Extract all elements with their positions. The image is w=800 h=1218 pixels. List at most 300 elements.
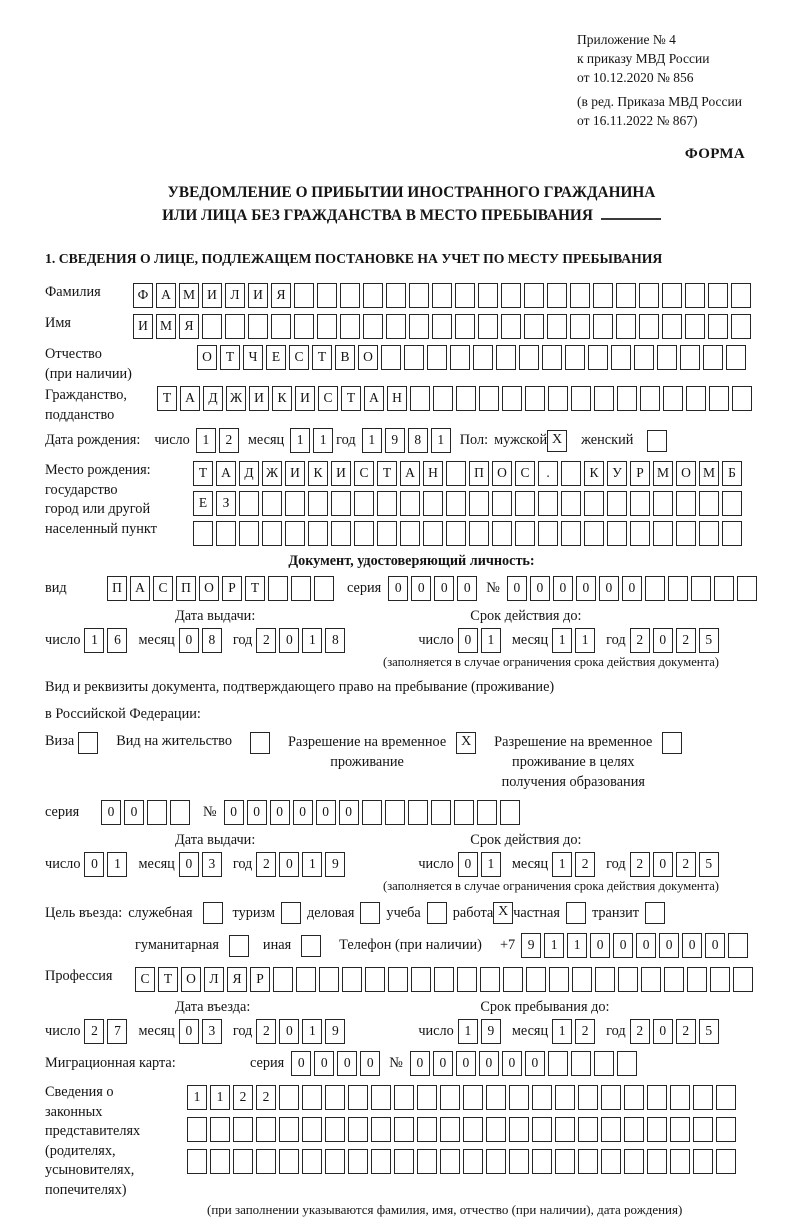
char-cell[interactable] [386,283,406,308]
char-cell[interactable]: 6 [107,628,127,653]
checkbox-purpose-official[interactable] [203,902,223,924]
char-cell[interactable]: 2 [256,1019,276,1044]
char-cell[interactable]: 1 [481,852,501,877]
char-cell[interactable]: О [676,461,696,486]
char-cell[interactable]: 9 [521,933,541,958]
char-cell[interactable] [479,386,499,411]
char-cell[interactable]: 0 [433,1051,453,1076]
char-cell[interactable]: 0 [247,800,267,825]
char-cell[interactable]: 1 [302,628,322,653]
char-cell[interactable]: 1 [552,628,572,653]
char-cell[interactable] [547,314,567,339]
char-cell[interactable]: А [130,576,150,601]
char-cell[interactable]: И [331,461,351,486]
char-cell[interactable] [668,576,688,601]
char-cell[interactable]: А [400,461,420,486]
char-cell[interactable] [377,491,397,516]
char-cell[interactable]: 7 [107,1019,127,1044]
char-cell[interactable] [601,1085,621,1110]
char-cell[interactable] [503,967,523,992]
char-cell[interactable] [664,967,684,992]
char-cell[interactable]: Ж [262,461,282,486]
char-cell[interactable] [716,1085,736,1110]
char-cell[interactable] [331,491,351,516]
char-cell[interactable]: 2 [676,852,696,877]
char-cell[interactable]: 9 [325,1019,345,1044]
char-cell[interactable] [486,1117,506,1142]
char-cell[interactable]: Н [387,386,407,411]
char-cell[interactable] [400,491,420,516]
char-cell[interactable] [565,345,585,370]
char-cell[interactable] [233,1117,253,1142]
char-cell[interactable] [256,1149,276,1174]
char-cell[interactable]: 0 [659,933,679,958]
char-cell[interactable] [256,1117,276,1142]
checkbox-residence-permit[interactable] [250,732,270,754]
char-cell[interactable]: Р [630,461,650,486]
char-cell[interactable] [525,386,545,411]
char-cell[interactable] [302,1117,322,1142]
char-cell[interactable] [686,386,706,411]
char-cell[interactable]: 1 [196,428,216,453]
checkbox-visa[interactable] [78,732,98,754]
char-cell[interactable]: В [335,345,355,370]
char-cell[interactable] [548,1051,568,1076]
checkbox-purpose-business[interactable] [360,902,380,924]
char-cell[interactable] [657,345,677,370]
char-cell[interactable]: Т [193,461,213,486]
char-cell[interactable] [394,1149,414,1174]
char-cell[interactable] [571,1051,591,1076]
char-cell[interactable]: Н [423,461,443,486]
char-cell[interactable] [454,800,474,825]
char-cell[interactable] [662,314,682,339]
char-cell[interactable] [409,283,429,308]
char-cell[interactable]: 0 [279,852,299,877]
char-cell[interactable] [595,967,615,992]
char-cell[interactable]: 2 [256,1085,276,1110]
char-cell[interactable] [731,314,751,339]
char-cell[interactable] [473,345,493,370]
char-cell[interactable] [570,314,590,339]
char-cell[interactable]: 0 [653,1019,673,1044]
char-cell[interactable] [532,1085,552,1110]
char-cell[interactable]: 0 [613,933,633,958]
char-cell[interactable] [500,800,520,825]
char-cell[interactable] [319,967,339,992]
char-cell[interactable] [427,345,447,370]
char-cell[interactable] [314,576,334,601]
char-cell[interactable] [515,491,535,516]
char-cell[interactable]: 0 [653,628,673,653]
char-cell[interactable] [388,967,408,992]
char-cell[interactable] [354,521,374,546]
char-cell[interactable] [670,1117,690,1142]
char-cell[interactable] [624,1149,644,1174]
char-cell[interactable]: 0 [705,933,725,958]
char-cell[interactable] [542,345,562,370]
char-cell[interactable] [680,345,700,370]
char-cell[interactable] [248,314,268,339]
char-cell[interactable] [417,1149,437,1174]
char-cell[interactable] [708,314,728,339]
char-cell[interactable] [509,1117,529,1142]
char-cell[interactable]: 0 [179,852,199,877]
char-cell[interactable] [509,1149,529,1174]
char-cell[interactable]: 5 [699,1019,719,1044]
char-cell[interactable] [362,800,382,825]
char-cell[interactable] [501,283,521,308]
char-cell[interactable] [446,461,466,486]
char-cell[interactable]: Ж [226,386,246,411]
char-cell[interactable]: 0 [507,576,527,601]
char-cell[interactable]: Т [220,345,240,370]
char-cell[interactable]: А [216,461,236,486]
char-cell[interactable] [463,1117,483,1142]
char-cell[interactable]: 0 [279,628,299,653]
char-cell[interactable] [404,345,424,370]
char-cell[interactable] [492,521,512,546]
char-cell[interactable] [732,386,752,411]
char-cell[interactable] [296,967,316,992]
char-cell[interactable]: 2 [256,852,276,877]
checkbox-temp-residence-education[interactable] [662,732,682,754]
char-cell[interactable] [555,1149,575,1174]
char-cell[interactable] [728,933,748,958]
char-cell[interactable] [308,491,328,516]
char-cell[interactable] [496,345,516,370]
char-cell[interactable] [433,386,453,411]
char-cell[interactable] [561,521,581,546]
char-cell[interactable] [617,1051,637,1076]
char-cell[interactable] [478,314,498,339]
char-cell[interactable] [501,314,521,339]
char-cell[interactable]: О [197,345,217,370]
char-cell[interactable]: 1 [552,1019,572,1044]
char-cell[interactable]: 1 [481,628,501,653]
char-cell[interactable]: 0 [636,933,656,958]
char-cell[interactable] [147,800,167,825]
char-cell[interactable]: 2 [219,428,239,453]
char-cell[interactable] [634,345,654,370]
char-cell[interactable] [594,386,614,411]
char-cell[interactable]: С [135,967,155,992]
char-cell[interactable]: 9 [385,428,405,453]
char-cell[interactable] [733,967,753,992]
char-cell[interactable] [624,1117,644,1142]
char-cell[interactable] [526,967,546,992]
char-cell[interactable]: 9 [325,852,345,877]
char-cell[interactable]: 0 [314,1051,334,1076]
char-cell[interactable]: 5 [699,628,719,653]
char-cell[interactable]: 0 [576,576,596,601]
char-cell[interactable]: 2 [676,628,696,653]
char-cell[interactable] [617,386,637,411]
char-cell[interactable] [371,1117,391,1142]
char-cell[interactable] [601,1117,621,1142]
char-cell[interactable]: 2 [84,1019,104,1044]
char-cell[interactable] [408,800,428,825]
char-cell[interactable]: 0 [84,852,104,877]
char-cell[interactable] [676,491,696,516]
char-cell[interactable]: 1 [302,852,322,877]
char-cell[interactable]: О [181,967,201,992]
char-cell[interactable]: 0 [224,800,244,825]
char-cell[interactable] [434,967,454,992]
char-cell[interactable] [478,283,498,308]
char-cell[interactable] [446,521,466,546]
char-cell[interactable]: М [179,283,199,308]
char-cell[interactable] [548,386,568,411]
char-cell[interactable] [722,521,742,546]
checkbox-purpose-humanitarian[interactable] [229,935,249,957]
char-cell[interactable] [570,283,590,308]
char-cell[interactable]: 0 [502,1051,522,1076]
char-cell[interactable]: 0 [599,576,619,601]
char-cell[interactable]: 0 [179,628,199,653]
char-cell[interactable] [348,1085,368,1110]
char-cell[interactable] [593,283,613,308]
checkbox-purpose-study[interactable] [427,902,447,924]
char-cell[interactable]: Е [193,491,213,516]
char-cell[interactable]: 1 [362,428,382,453]
char-cell[interactable]: П [107,576,127,601]
char-cell[interactable] [480,967,500,992]
char-cell[interactable] [710,967,730,992]
char-cell[interactable] [685,314,705,339]
char-cell[interactable] [409,314,429,339]
char-cell[interactable]: . [538,461,558,486]
char-cell[interactable]: И [249,386,269,411]
char-cell[interactable] [273,967,293,992]
char-cell[interactable]: 2 [575,1019,595,1044]
char-cell[interactable] [210,1117,230,1142]
char-cell[interactable]: Д [203,386,223,411]
char-cell[interactable] [302,1149,322,1174]
char-cell[interactable]: 0 [293,800,313,825]
char-cell[interactable] [365,967,385,992]
char-cell[interactable] [294,283,314,308]
char-cell[interactable]: Я [179,314,199,339]
char-cell[interactable] [676,521,696,546]
char-cell[interactable] [354,491,374,516]
char-cell[interactable] [486,1085,506,1110]
char-cell[interactable] [532,1149,552,1174]
char-cell[interactable] [348,1117,368,1142]
char-cell[interactable] [532,1117,552,1142]
char-cell[interactable] [641,967,661,992]
char-cell[interactable] [693,1149,713,1174]
checkbox-purpose-tourism[interactable] [281,902,301,924]
char-cell[interactable] [457,967,477,992]
char-cell[interactable]: 2 [256,628,276,653]
char-cell[interactable] [210,1149,230,1174]
char-cell[interactable] [170,800,190,825]
char-cell[interactable] [616,314,636,339]
char-cell[interactable] [502,386,522,411]
char-cell[interactable] [662,283,682,308]
char-cell[interactable] [440,1117,460,1142]
char-cell[interactable] [456,386,476,411]
char-cell[interactable]: П [176,576,196,601]
char-cell[interactable] [469,521,489,546]
char-cell[interactable] [432,283,452,308]
char-cell[interactable] [340,314,360,339]
char-cell[interactable]: 1 [290,428,310,453]
char-cell[interactable]: Ч [243,345,263,370]
char-cell[interactable] [371,1149,391,1174]
char-cell[interactable] [308,521,328,546]
char-cell[interactable]: 0 [682,933,702,958]
char-cell[interactable]: Д [239,461,259,486]
char-cell[interactable]: О [199,576,219,601]
char-cell[interactable] [463,1085,483,1110]
char-cell[interactable] [239,491,259,516]
char-cell[interactable] [687,967,707,992]
char-cell[interactable]: С [289,345,309,370]
char-cell[interactable] [561,491,581,516]
char-cell[interactable] [519,345,539,370]
char-cell[interactable]: 1 [187,1085,207,1110]
char-cell[interactable] [446,491,466,516]
char-cell[interactable] [714,576,734,601]
char-cell[interactable] [693,1085,713,1110]
char-cell[interactable] [618,967,638,992]
char-cell[interactable]: 0 [434,576,454,601]
char-cell[interactable]: 8 [202,628,222,653]
char-cell[interactable] [285,521,305,546]
char-cell[interactable] [561,461,581,486]
char-cell[interactable]: 0 [124,800,144,825]
char-cell[interactable]: Я [271,283,291,308]
char-cell[interactable] [340,283,360,308]
char-cell[interactable]: Ф [133,283,153,308]
char-cell[interactable]: 0 [525,1051,545,1076]
char-cell[interactable]: 0 [270,800,290,825]
char-cell[interactable]: Т [158,967,178,992]
char-cell[interactable]: П [469,461,489,486]
char-cell[interactable]: О [492,461,512,486]
char-cell[interactable]: А [364,386,384,411]
char-cell[interactable] [394,1117,414,1142]
char-cell[interactable] [594,1051,614,1076]
char-cell[interactable] [699,491,719,516]
checkbox-purpose-other[interactable] [301,935,321,957]
char-cell[interactable] [693,1117,713,1142]
char-cell[interactable] [385,800,405,825]
char-cell[interactable] [317,314,337,339]
char-cell[interactable] [268,576,288,601]
char-cell[interactable] [271,314,291,339]
char-cell[interactable]: И [295,386,315,411]
char-cell[interactable] [279,1085,299,1110]
char-cell[interactable]: 2 [233,1085,253,1110]
char-cell[interactable] [555,1117,575,1142]
char-cell[interactable] [417,1117,437,1142]
char-cell[interactable]: 5 [699,852,719,877]
char-cell[interactable] [262,521,282,546]
char-cell[interactable]: 0 [279,1019,299,1044]
char-cell[interactable]: 0 [590,933,610,958]
char-cell[interactable] [325,1117,345,1142]
char-cell[interactable] [584,491,604,516]
char-cell[interactable] [611,345,631,370]
char-cell[interactable]: 1 [210,1085,230,1110]
char-cell[interactable]: К [272,386,292,411]
char-cell[interactable]: Т [341,386,361,411]
char-cell[interactable]: И [248,283,268,308]
char-cell[interactable]: 0 [337,1051,357,1076]
char-cell[interactable]: 2 [575,852,595,877]
char-cell[interactable] [538,491,558,516]
char-cell[interactable]: С [153,576,173,601]
char-cell[interactable] [363,283,383,308]
char-cell[interactable] [555,1085,575,1110]
char-cell[interactable] [645,576,665,601]
char-cell[interactable] [432,314,452,339]
char-cell[interactable] [279,1117,299,1142]
char-cell[interactable] [417,1085,437,1110]
char-cell[interactable] [607,491,627,516]
char-cell[interactable] [302,1085,322,1110]
char-cell[interactable]: М [156,314,176,339]
char-cell[interactable]: 0 [291,1051,311,1076]
char-cell[interactable]: А [156,283,176,308]
char-cell[interactable] [691,576,711,601]
char-cell[interactable]: 2 [630,852,650,877]
char-cell[interactable]: 2 [676,1019,696,1044]
char-cell[interactable] [708,283,728,308]
char-cell[interactable] [538,521,558,546]
char-cell[interactable] [584,521,604,546]
char-cell[interactable]: У [607,461,627,486]
char-cell[interactable]: М [653,461,673,486]
char-cell[interactable] [371,1085,391,1110]
char-cell[interactable]: 0 [360,1051,380,1076]
char-cell[interactable] [670,1085,690,1110]
char-cell[interactable] [716,1117,736,1142]
char-cell[interactable]: 0 [456,1051,476,1076]
char-cell[interactable] [410,386,430,411]
char-cell[interactable] [423,491,443,516]
checkbox-purpose-private[interactable] [566,902,586,924]
char-cell[interactable] [411,967,431,992]
char-cell[interactable]: 3 [202,1019,222,1044]
char-cell[interactable] [653,521,673,546]
char-cell[interactable]: 1 [567,933,587,958]
char-cell[interactable] [640,386,660,411]
char-cell[interactable]: 0 [179,1019,199,1044]
char-cell[interactable]: 0 [316,800,336,825]
char-cell[interactable] [291,576,311,601]
char-cell[interactable] [216,521,236,546]
char-cell[interactable] [363,314,383,339]
char-cell[interactable]: Т [377,461,397,486]
char-cell[interactable] [685,283,705,308]
char-cell[interactable] [639,314,659,339]
char-cell[interactable]: Е [266,345,286,370]
char-cell[interactable]: 8 [408,428,428,453]
char-cell[interactable] [381,345,401,370]
char-cell[interactable] [477,800,497,825]
char-cell[interactable] [193,521,213,546]
char-cell[interactable] [431,800,451,825]
char-cell[interactable]: Л [204,967,224,992]
checkbox-purpose-work[interactable]: X [493,902,513,924]
char-cell[interactable] [239,521,259,546]
char-cell[interactable]: С [515,461,535,486]
char-cell[interactable]: 0 [530,576,550,601]
